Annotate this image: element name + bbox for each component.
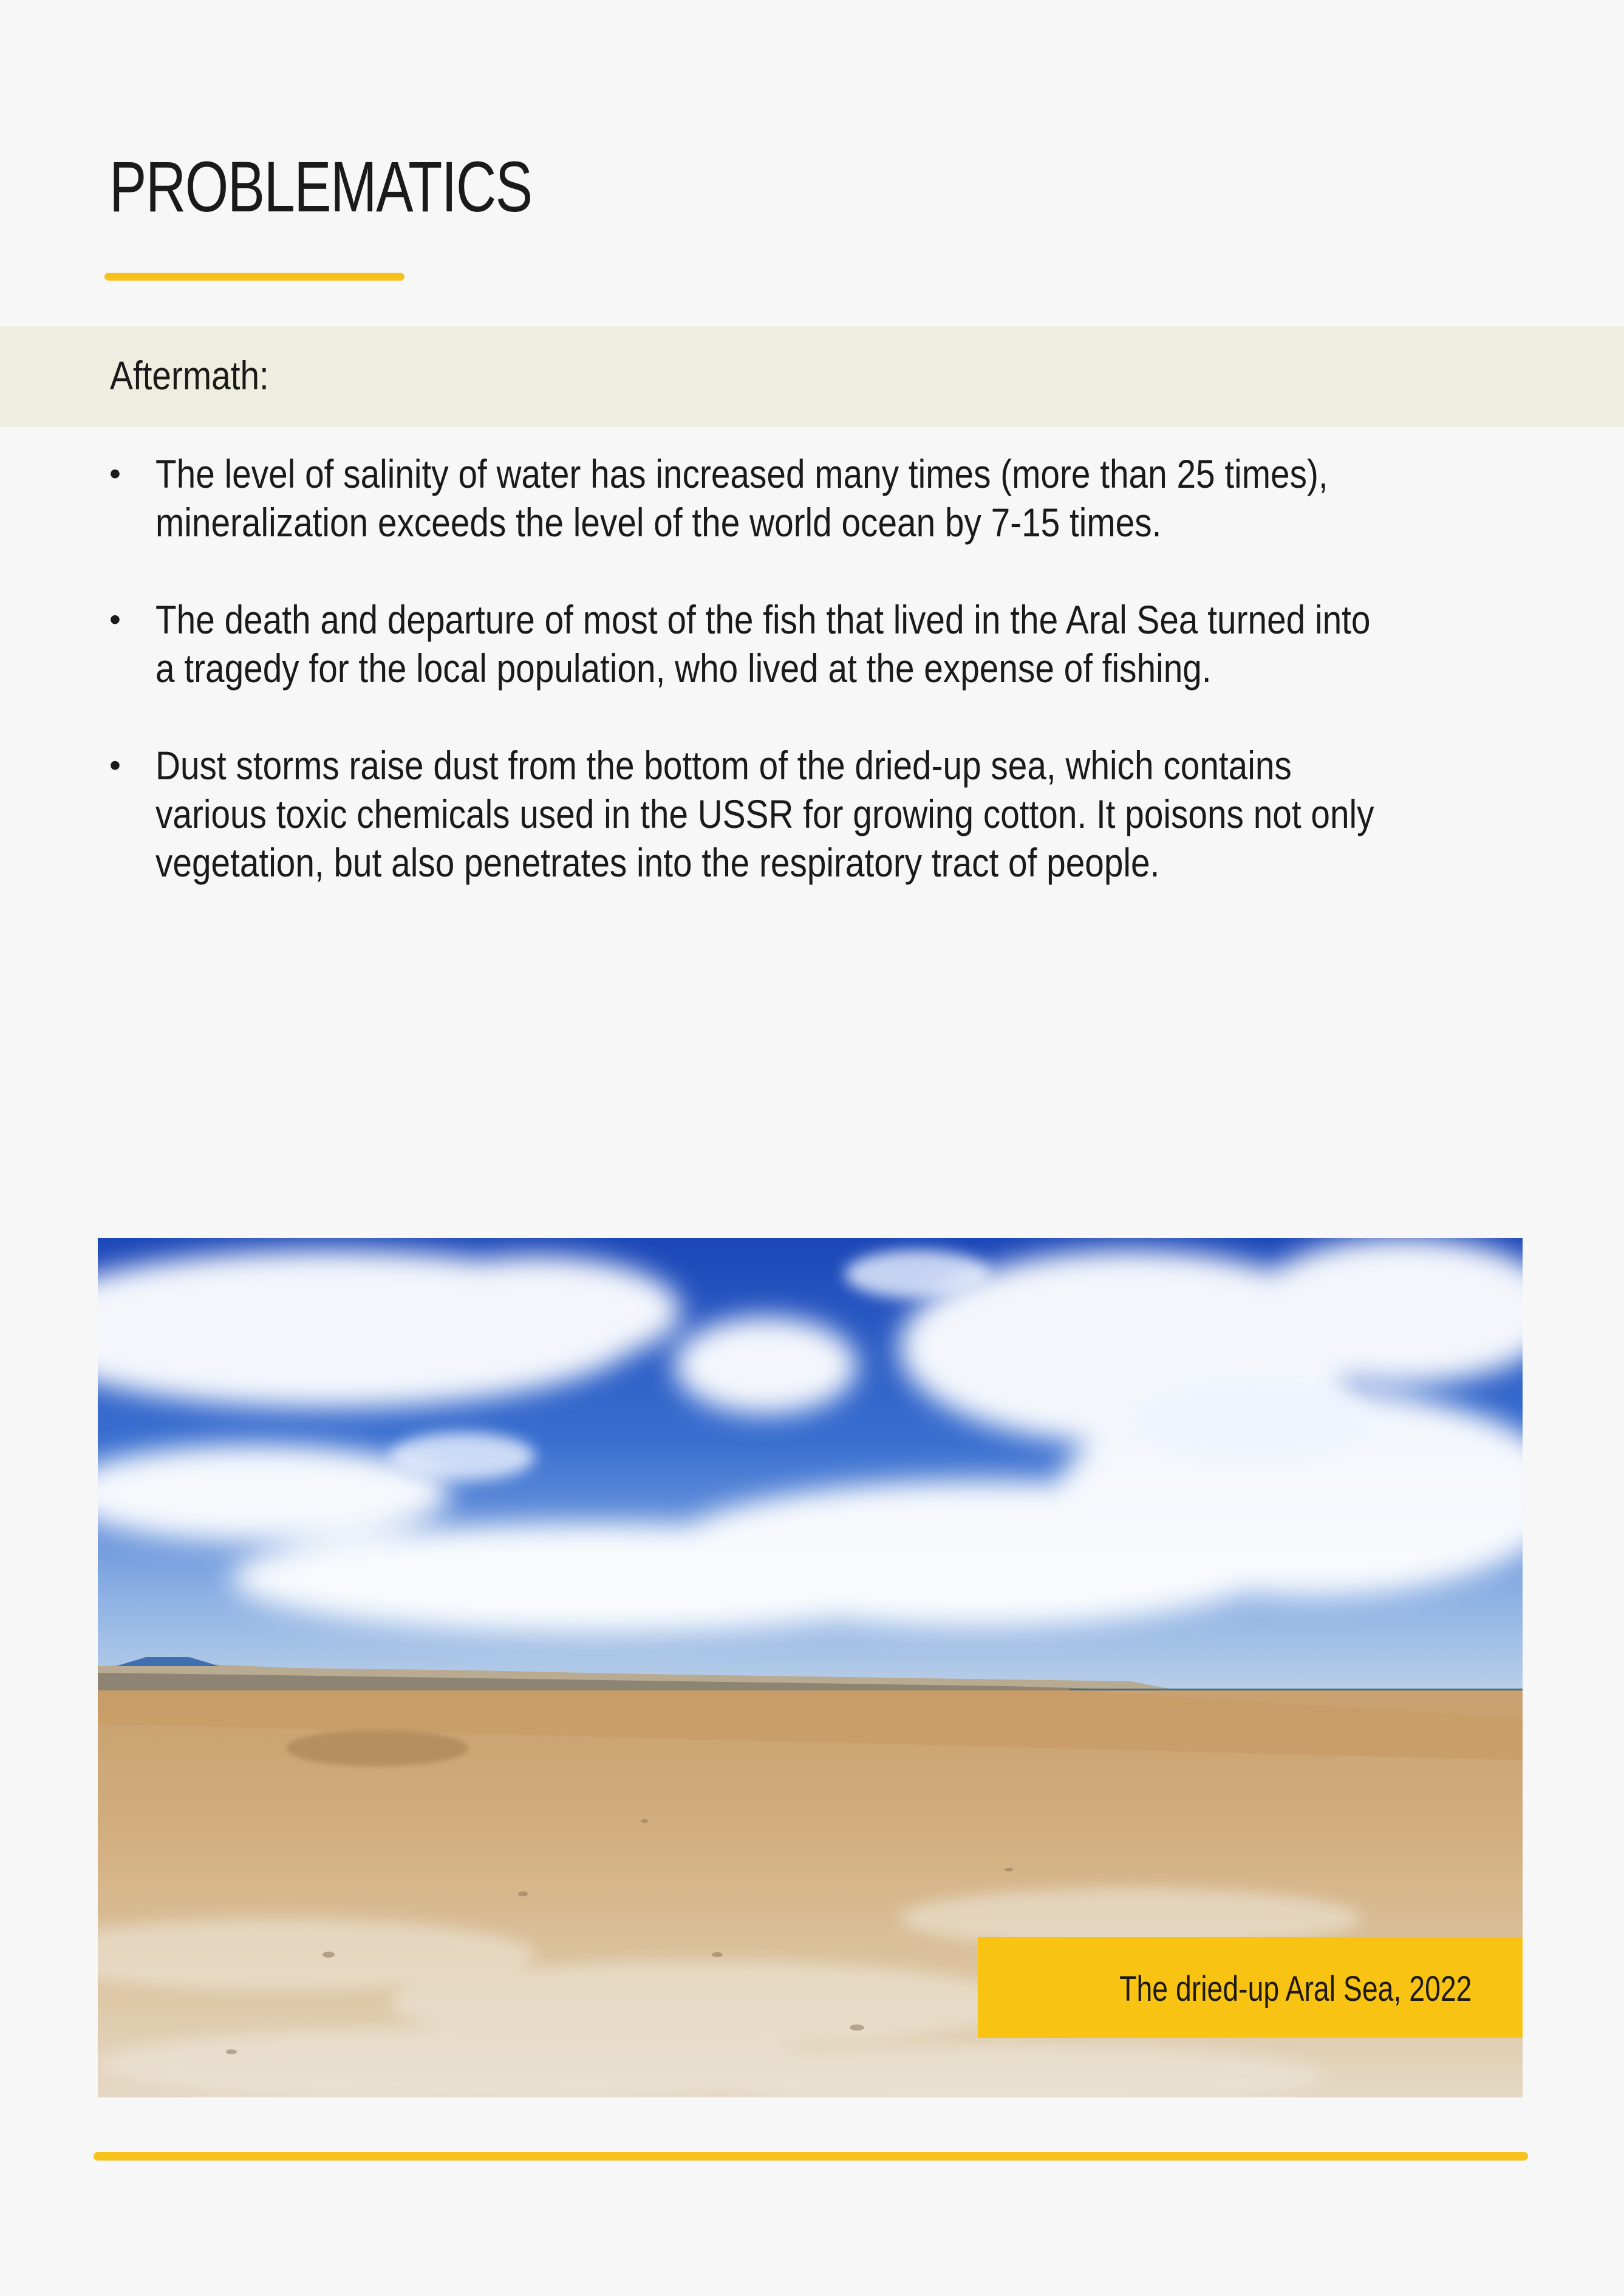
photo-caption-box (978, 1937, 1523, 2038)
title-underline (104, 273, 404, 281)
list-item-line: The death and departure of most of the fish that lived in the Aral Sea turned into (155, 597, 1371, 642)
bullet-icon: • (109, 601, 121, 638)
list-item-line: vegetation, but also penetrates into the respiratory tract of people. (155, 840, 1160, 885)
aftermath-list (109, 449, 1518, 935)
page-title: PROBLEMATICS (109, 147, 532, 227)
list-item (109, 595, 1518, 692)
list-item-line: various toxic chemicals used in the USSR for growing cotton. It poisons not only (155, 791, 1374, 836)
list-item-line: Dust storms raise dust from the bottom of the dried-up sea, which contains (155, 743, 1292, 788)
footer-rule (94, 2152, 1528, 2161)
bullet-icon: • (109, 456, 121, 492)
photo-caption: The dried-up Aral Sea, 2022 (1119, 1969, 1472, 2009)
list-item-line: mineralization exceeds the level of the world ocean by 7-15 times. (155, 500, 1162, 545)
section-label: Aftermath: (110, 353, 269, 398)
list-item (109, 449, 1518, 547)
list-item-line: a tragedy for the local population, who lived at the expense of fishing. (155, 646, 1212, 691)
list-item-line: The level of salinity of water has increased many times (more than 25 times), (155, 451, 1328, 496)
list-item (109, 741, 1518, 887)
bullet-icon: • (109, 747, 121, 784)
